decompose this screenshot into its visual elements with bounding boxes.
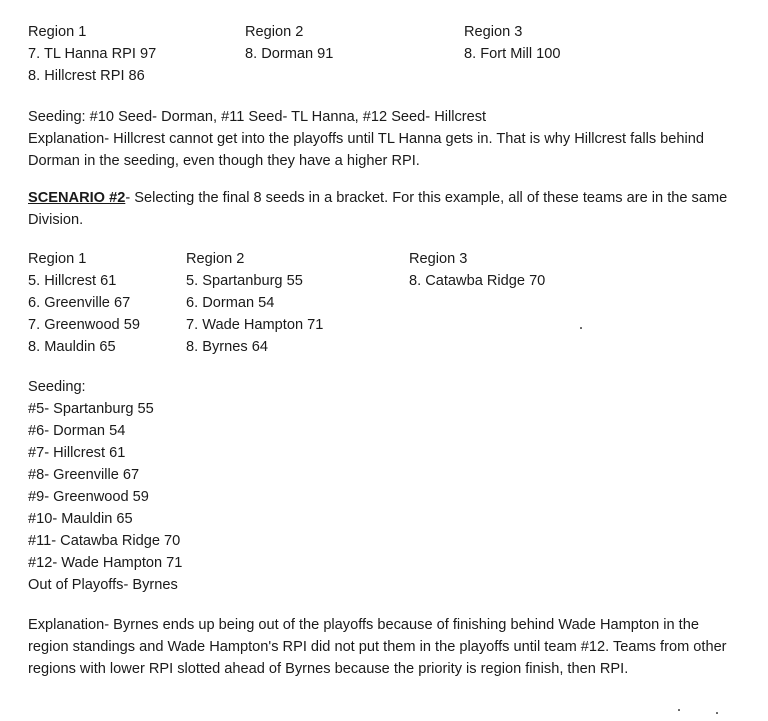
region-name: Region 2 [186, 251, 245, 267]
document-page [28, 21, 740, 680]
team-entry: 6. Dorman 54 [186, 295, 275, 311]
team-entry: 6. Greenville 67 [28, 295, 131, 311]
scenario2-intro-text: - Selecting the final 8 seeds in a bracket. For this example, all of these teams are in the same Division. [28, 190, 728, 228]
region-name: Region 3 [409, 251, 468, 267]
out-of-playoffs-entry: Out of Playoffs- Byrnes [28, 577, 178, 593]
seed-entry: #12- Wade Hampton 71 [28, 555, 183, 571]
team-entry: 5. Spartanburg 55 [186, 273, 303, 289]
scenario2-regions [28, 248, 740, 358]
team-entry: 7. Greenwood 59 [28, 317, 140, 333]
team-entry: 8. Dorman 91 [245, 46, 334, 62]
scan-speck [678, 709, 680, 711]
team-entry: 8. Mauldin 65 [28, 339, 116, 355]
seed-entry: #7- Hillcrest 61 [28, 445, 126, 461]
team-entry: 8. Catawba Ridge 70 [409, 273, 546, 289]
seed-entry: #11- Catawba Ridge 70 [28, 533, 181, 549]
scenario2-region-3 [409, 248, 545, 292]
team-entry: 8. Hillcrest RPI 86 [28, 68, 145, 84]
region-name: Region 3 [464, 24, 523, 40]
region-name: Region 2 [245, 24, 304, 40]
scenario1-region-1 [28, 21, 156, 87]
team-entry: 8. Fort Mill 100 [464, 46, 561, 62]
scenario1-region-3 [464, 21, 561, 65]
seed-entry: #10- Mauldin 65 [28, 511, 133, 527]
scenario2-heading: SCENARIO #2 [28, 190, 126, 206]
scenario2-explanation: Explanation- Byrnes ends up being out of the playoffs because of finishing behind Wade Hampton in the region standings and Wade Hampton's RPI did not put them in the playoffs until team #12. Teams from other regions with lower RPI slotted ahead of Byrnes because the priority is region finish, then RPI. [28, 617, 727, 677]
scenario2-region-2 [186, 248, 323, 358]
team-entry: 7. TL Hanna RPI 97 [28, 46, 157, 62]
region-name: Region 1 [28, 251, 87, 267]
seed-entry: #9- Greenwood 59 [28, 489, 149, 505]
team-entry: 7. Wade Hampton 71 [186, 317, 324, 333]
scenario2-intro [28, 187, 740, 231]
team-entry: 5. Hillcrest 61 [28, 273, 117, 289]
scenario2-seeding-list [28, 376, 740, 596]
seed-entry: #6- Dorman 54 [28, 423, 126, 439]
team-entry: 8. Byrnes 64 [186, 339, 268, 355]
seed-entry: #5- Spartanburg 55 [28, 401, 154, 417]
scenario1-regions [28, 21, 740, 87]
seed-entry: #8- Greenville 67 [28, 467, 140, 483]
scenario1-explanation: Explanation- Hillcrest cannot get into the playoffs until TL Hanna gets in. That is why Hillcrest falls behind Dorman in the seeding, even though they have a higher RPI. [28, 131, 704, 169]
scan-speck [580, 327, 582, 329]
seeding-label: Seeding: [28, 379, 86, 395]
scenario1-region-2 [245, 21, 333, 65]
scenario2-region-1 [28, 248, 140, 358]
scenario1-seeding: Seeding: #10 Seed- Dorman, #11 Seed- TL Hanna, #12 Seed- Hillcrest [28, 109, 487, 125]
region-name: Region 1 [28, 24, 87, 40]
scan-speck [716, 712, 718, 714]
